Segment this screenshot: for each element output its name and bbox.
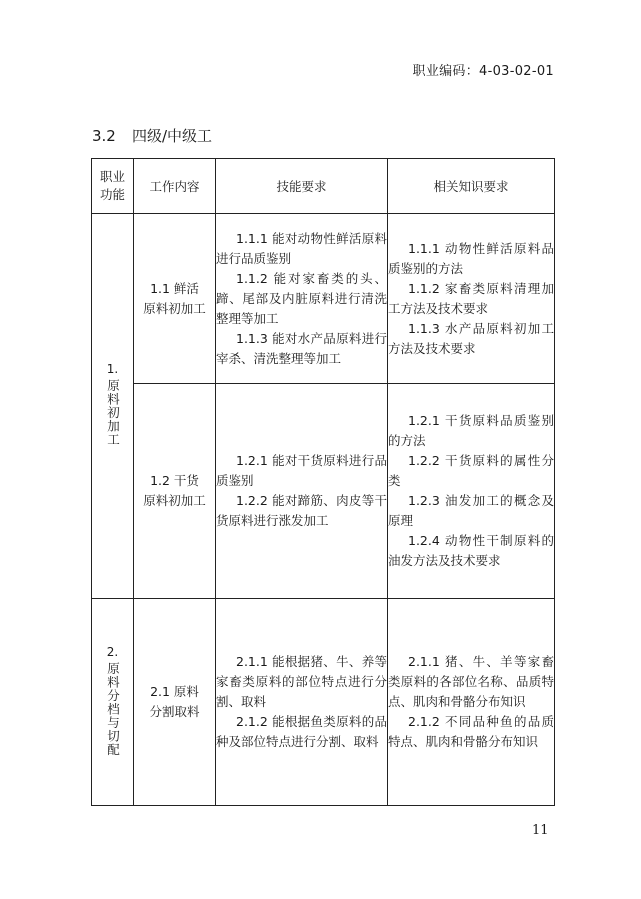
knowledge-item: 1.1.2 家畜类原料清理加工方法及技术要求	[388, 280, 554, 316]
function-cell	[92, 599, 134, 806]
knowledge-item: 1.2.4 动物性干制原料的油发方法及技术要求	[388, 533, 554, 568]
work-content-cell: 1.1 鲜活 原料初加工	[134, 214, 216, 384]
function-number: 2.	[106, 644, 119, 659]
skill-item: 1.2.1 能对干货原料进行品质鉴别	[216, 453, 387, 488]
skills-cell	[216, 599, 388, 806]
knowledge-item: 2.1.1 猪、牛、羊等家畜类原料的各部位名称、品质特点、肌肉和骨骼分布知识	[388, 654, 554, 709]
skill-item: 1.1.3 能对水产品原料进行宰杀、清洗整理等加工	[216, 330, 387, 366]
page-number: 11	[532, 823, 549, 838]
skill-item: 2.1.2 能根据鱼类原料的品种及部位特点进行分割、取料	[216, 714, 387, 749]
knowledge-item: 1.2.2 干货原料的属性分类	[388, 453, 554, 488]
skill-item: 1.1.1 能对动物性鲜活原料进行品质鉴别	[216, 230, 387, 266]
table-row	[92, 599, 555, 806]
header-function: 职业 功能	[92, 159, 134, 214]
section-number: 3.2	[92, 127, 116, 145]
function-name: 原料初加工	[105, 379, 121, 447]
section-heading	[92, 125, 212, 146]
table-row	[92, 214, 555, 384]
skill-item: 2.1.1 能根据猪、牛、养等家畜类原料的部位特点进行分割、取料	[216, 654, 387, 709]
function-cell	[92, 214, 134, 599]
knowledge-cell	[388, 599, 555, 806]
knowledge-cell	[388, 384, 555, 599]
skills-cell	[216, 214, 388, 384]
knowledge-cell	[388, 214, 555, 384]
knowledge-item: 1.1.1 动物性鲜活原料品质鉴别的方法	[388, 240, 554, 276]
occupation-code: 职业编码：4-03-02-01	[412, 64, 554, 79]
section-title: 四级/中级工	[132, 127, 213, 145]
table-header-row	[92, 159, 555, 214]
work-content-cell: 2.1 原料 分割取料	[134, 599, 216, 806]
header-knowledge: 相关知识要求	[388, 159, 555, 214]
function-number: 1.	[106, 362, 119, 377]
knowledge-item: 1.2.1 干货原料品质鉴别的方法	[388, 413, 554, 448]
table-row	[92, 384, 555, 599]
function-name: 原料分档与切配	[105, 661, 121, 757]
skills-cell	[216, 384, 388, 599]
skill-requirements-table	[91, 158, 555, 806]
header-skills: 技能要求	[216, 159, 388, 214]
work-content-cell: 1.2 干货 原料初加工	[134, 384, 216, 599]
knowledge-item: 1.1.3 水产品原料初加工方法及技术要求	[388, 320, 554, 356]
knowledge-item: 2.1.2 不同品种鱼的品质特点、肌肉和骨骼分布知识	[388, 714, 554, 749]
knowledge-item: 1.2.3 油发加工的概念及原理	[388, 493, 554, 528]
skill-item: 1.2.2 能对蹄筋、肉皮等干货原料进行涨发加工	[216, 493, 387, 528]
header-work-content: 工作内容	[134, 159, 216, 214]
skill-item: 1.1.2 能对家畜类的头、蹄、尾部及内脏原料进行清洗整理等加工	[216, 270, 387, 326]
